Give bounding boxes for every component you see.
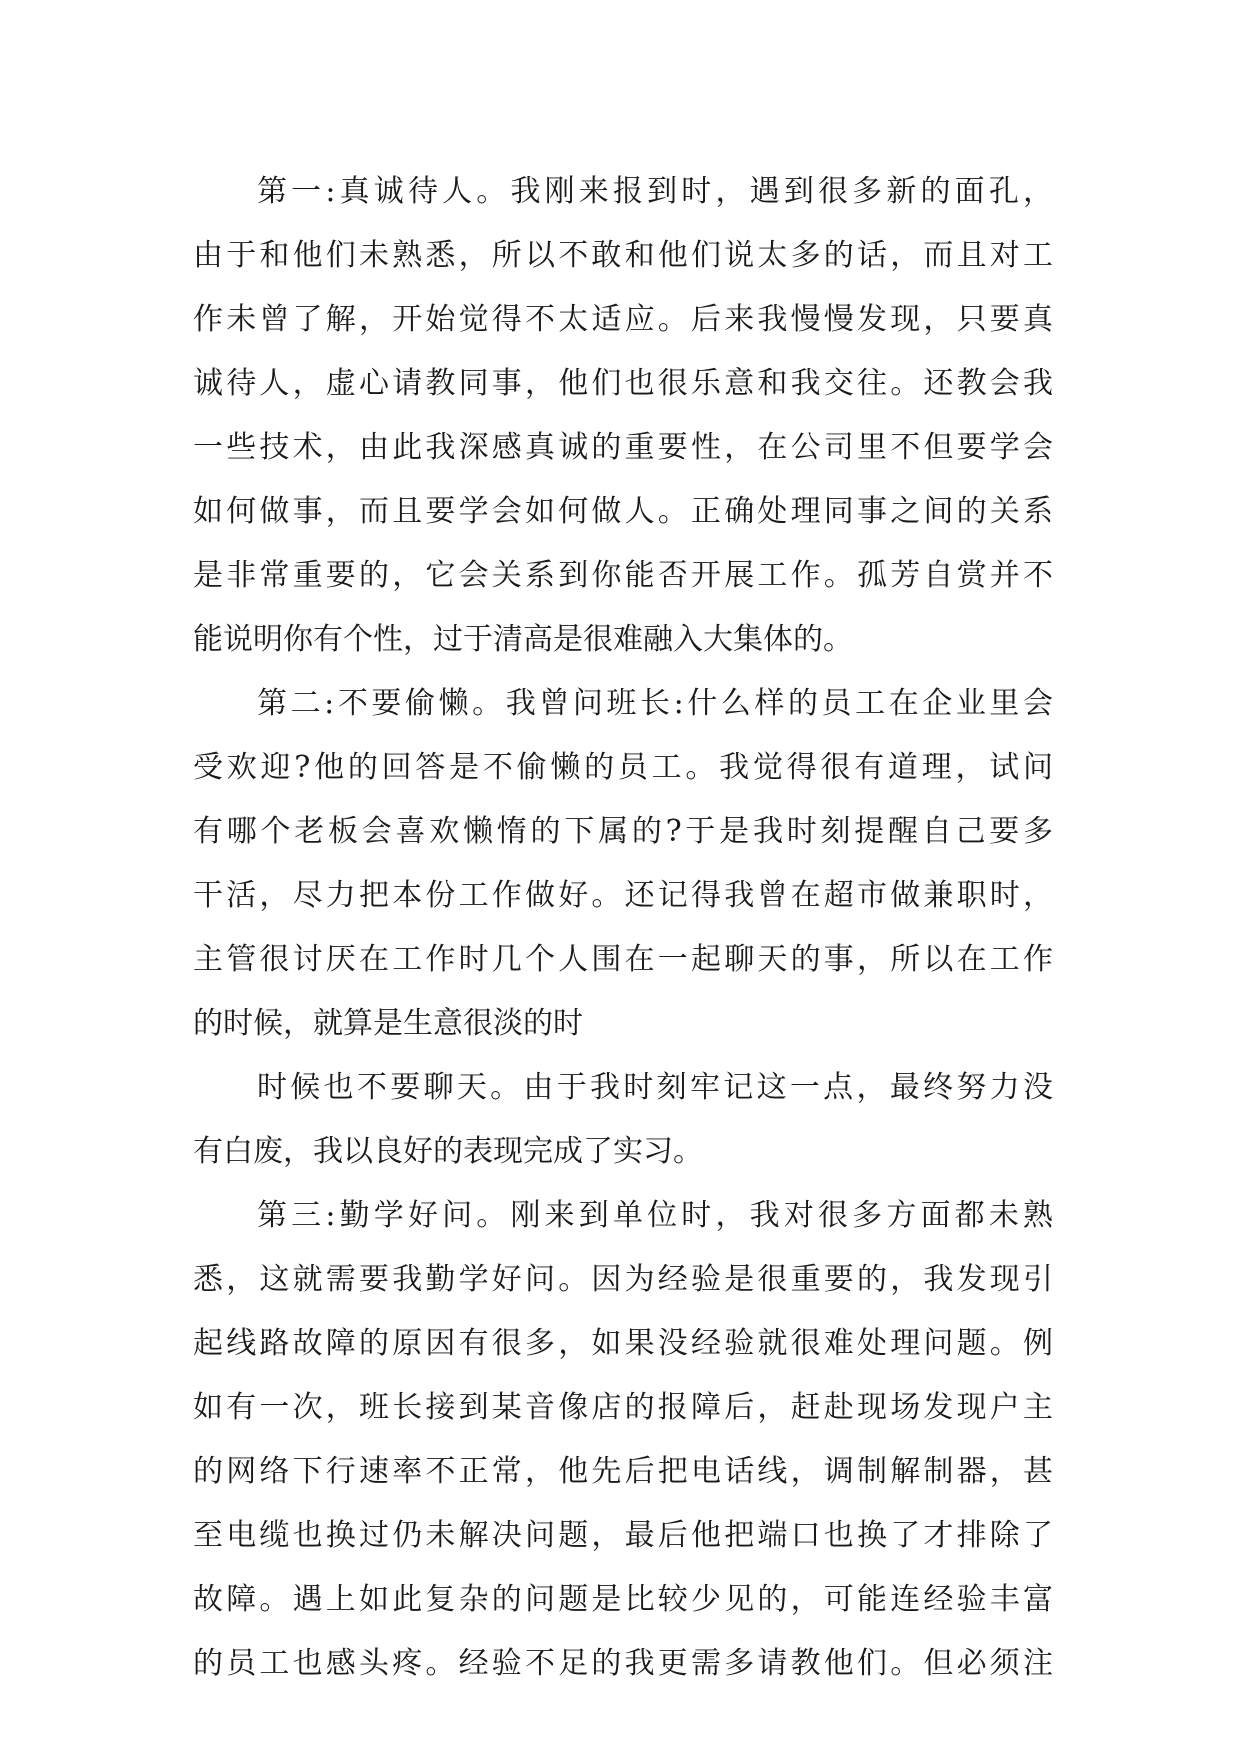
text-line: 的网络下行速率不正常，他先后把电话线，调制解制器，甚 — [193, 1454, 1053, 1489]
text-line: 诚待人，虚心请教同事，他们也很乐意和我交往。还教会我 — [193, 366, 1053, 401]
text-line: 悉，这就需要我勤学好问。因为经验是很重要的，我发现引 — [193, 1262, 1053, 1297]
text-line: 干活，尽力把本份工作做好。还记得我曾在超市做兼职时， — [193, 878, 1053, 913]
text-line: 第二:不要偷懒。我曾问班长:什么样的员工在企业里会 — [257, 686, 1053, 721]
text-line: 由于和他们未熟悉，所以不敢和他们说太多的话，而且对工 — [193, 238, 1053, 273]
text-line: 至电缆也换过仍未解决问题，最后他把端口也换了才排除了 — [193, 1518, 1053, 1553]
text-line: 如有一次，班长接到某音像店的报障后，赶赴现场发现户主 — [193, 1390, 1053, 1425]
text-line: 故障。遇上如此复杂的问题是比较少见的，可能连经验丰富 — [193, 1582, 1053, 1617]
text-line: 时候也不要聊天。由于我时刻牢记这一点，最终努力没 — [257, 1070, 1053, 1105]
text-line: 起线路故障的原因有很多，如果没经验就很难处理问题。例 — [193, 1326, 1053, 1361]
text-line: 如何做事，而且要学会如何做人。正确处理同事之间的关系 — [193, 494, 1053, 529]
text-line: 一些技术，由此我深感真诚的重要性，在公司里不但要学会 — [193, 430, 1053, 465]
text-line: 第三:勤学好问。刚来到单位时，我对很多方面都未熟 — [257, 1198, 1053, 1233]
text-line: 有白废，我以良好的表现完成了实习。 — [193, 1134, 703, 1169]
text-line: 能说明你有个性，过于清高是很难融入大集体的。 — [193, 622, 853, 657]
text-line: 的员工也感头疼。经验不足的我更需多请教他们。但必须注 — [193, 1646, 1053, 1681]
text-line: 有哪个老板会喜欢懒惰的下属的?于是我时刻提醒自己要多 — [193, 814, 1053, 849]
document-body — [193, 160, 1053, 1696]
text-line: 主管很讨厌在工作时几个人围在一起聊天的事，所以在工作 — [193, 942, 1053, 977]
text-line: 的时候，就算是生意很淡的时 — [193, 1006, 583, 1041]
text-line: 作未曾了解，开始觉得不太适应。后来我慢慢发现，只要真 — [193, 302, 1053, 337]
text-line: 受欢迎?他的回答是不偷懒的员工。我觉得很有道理，试问 — [193, 750, 1053, 785]
text-line: 第一:真诚待人。我刚来报到时，遇到很多新的面孔， — [257, 174, 1053, 209]
text-line: 是非常重要的，它会关系到你能否开展工作。孤芳自赏并不 — [193, 558, 1053, 593]
